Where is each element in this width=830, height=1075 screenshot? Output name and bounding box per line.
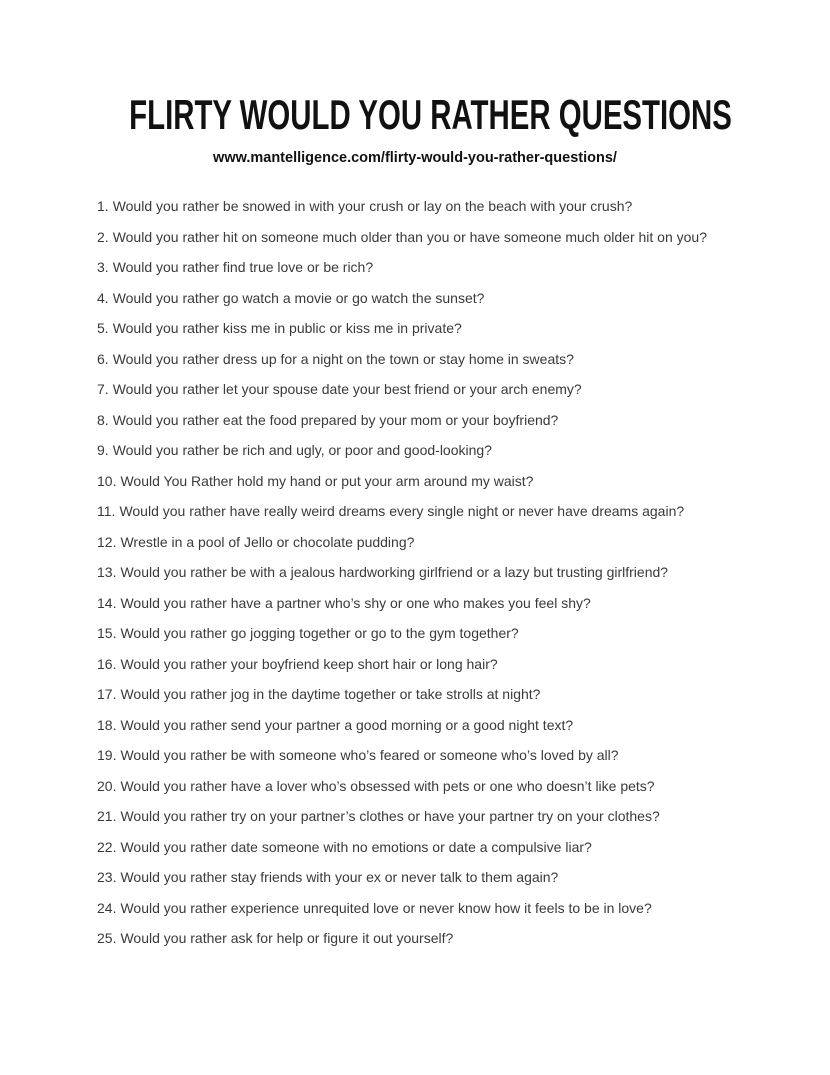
question-number: 22.	[97, 838, 117, 855]
question-number: 2.	[97, 228, 109, 245]
question-item	[97, 229, 770, 247]
question-text: Would you rather try on your partner’s clothes or have your partner try on your clothes?	[120, 808, 660, 824]
question-text: Would you rather be rich and ugly, or poor and good-looking?	[112, 442, 492, 458]
question-text: Would you rather have really weird dreams every single night or never have dreams again?	[119, 503, 685, 519]
question-item	[97, 656, 770, 674]
questions-list	[0, 198, 830, 948]
question-number: 14.	[97, 594, 117, 611]
question-text: Would you rather have a partner who’s shy or one who makes you feel shy?	[120, 594, 591, 611]
question-number: 1.	[97, 198, 109, 214]
question-item	[97, 595, 770, 613]
question-item	[97, 747, 770, 765]
question-text: Would you rather dress up for a night on the town or stay home in sweats?	[112, 350, 574, 367]
question-item	[97, 808, 770, 826]
question-text: Would you rather be snowed in with your crush or lay on the beach with your crush?	[112, 198, 633, 214]
question-item	[97, 839, 770, 857]
question-item	[97, 930, 770, 948]
question-text: Would you rather go watch a movie or go watch the sunset?	[112, 289, 485, 306]
question-item	[97, 473, 770, 491]
question-number: 9.	[97, 442, 109, 458]
question-item	[97, 320, 770, 338]
source-url: www.mantelligence.com/flirty-would-you-rather-questions/	[213, 150, 617, 166]
question-item	[97, 869, 770, 887]
question-text: Would you rather find true love or be rich?	[112, 259, 374, 275]
question-item	[97, 778, 770, 796]
question-number: 3.	[97, 259, 109, 275]
question-item	[97, 503, 770, 521]
question-item	[97, 290, 770, 308]
question-item	[97, 412, 770, 430]
question-item	[97, 442, 770, 460]
question-number: 23.	[97, 869, 117, 885]
question-text: Would you rather go jogging together or go to the gym together?	[120, 625, 519, 641]
question-text: Would You Rather hold my hand or put your arm around my waist?	[120, 472, 534, 489]
question-item	[97, 900, 770, 918]
question-item	[97, 198, 770, 216]
question-text: Would you rather your boyfriend keep short hair or long hair?	[120, 655, 498, 672]
question-text: Would you rather kiss me in public or kiss me in private?	[112, 320, 462, 336]
question-number: 16.	[97, 655, 117, 672]
question-text: Would you rather jog in the daytime together or take strolls at night?	[120, 686, 541, 702]
page-title-text: FLIRTY WOULD YOU RATHER QUESTIONS	[129, 91, 732, 138]
question-item	[97, 381, 770, 399]
question-text: Would you rather experience unrequited love or never know how it feels to be in love?	[120, 899, 652, 916]
question-number: 11.	[97, 503, 116, 519]
question-number: 7.	[97, 381, 109, 397]
question-number: 15.	[97, 625, 117, 641]
question-text: Would you rather be with a jealous hardworking girlfriend or a lazy but trusting girlfriend?	[120, 564, 669, 580]
question-item	[97, 564, 770, 582]
question-text: Would you rather ask for help or figure it out yourself?	[120, 930, 454, 946]
question-item	[97, 259, 770, 277]
question-item	[97, 717, 770, 735]
question-text: Would you rather date someone with no emotions or date a compulsive liar?	[120, 838, 592, 855]
question-text: Would you rather let your spouse date your best friend or your arch enemy?	[112, 381, 582, 397]
question-number: 17.	[97, 686, 117, 702]
question-number: 4.	[97, 289, 109, 306]
question-number: 6.	[97, 350, 109, 367]
question-text: Would you rather hit on someone much older than you or have someone much older hit on you?	[112, 228, 708, 245]
question-number: 5.	[97, 320, 109, 336]
question-text: Wrestle in a pool of Jello or chocolate pudding?	[120, 533, 415, 550]
question-number: 8.	[97, 411, 109, 428]
question-item	[97, 351, 770, 369]
question-number: 20.	[97, 777, 117, 794]
question-number: 12.	[97, 533, 117, 550]
question-number: 21.	[97, 808, 117, 824]
question-text: Would you rather be with someone who’s feared or someone who’s loved by all?	[120, 747, 619, 763]
question-number: 25.	[97, 930, 117, 946]
question-text: Would you rather eat the food prepared by your mom or your boyfriend?	[112, 411, 559, 428]
question-number: 18.	[97, 716, 117, 733]
question-item	[97, 686, 770, 704]
question-item	[97, 534, 770, 552]
question-text: Would you rather stay friends with your ex or never talk to them again?	[120, 869, 559, 885]
question-text: Would you rather send your partner a good morning or a good night text?	[120, 716, 574, 733]
question-number: 24.	[97, 899, 117, 916]
question-number: 10.	[97, 472, 117, 489]
question-text: Would you rather have a lover who’s obsessed with pets or one who doesn’t like pets?	[120, 777, 655, 794]
page-title	[0, 91, 830, 138]
question-item	[97, 625, 770, 643]
question-number: 13.	[97, 564, 117, 580]
question-number: 19.	[97, 747, 117, 763]
